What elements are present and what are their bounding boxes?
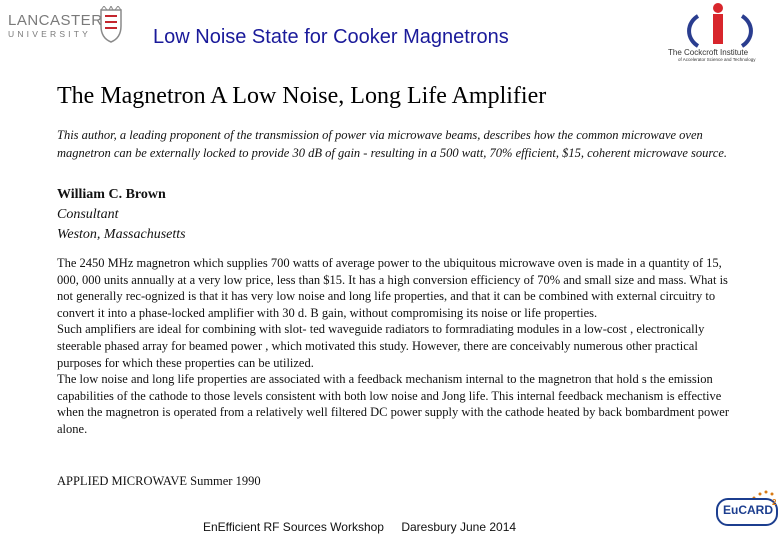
article-abstract: This author, a leading proponent of the transmission of power via microwave beams, describes how the common microwave oven magnetron can be externally locked to provide 30 dB of gain - resulting in a 500 watt, 70% efficient, $15, coherent microwave source. [57, 128, 727, 160]
article-body [57, 255, 732, 438]
eucard-logo-sup: 2 [772, 498, 777, 507]
author-role: Consultant [57, 207, 119, 222]
cockcroft-logo-tagline: of Accelerator Science and Technology [678, 57, 756, 62]
body-paragraph: The 2450 MHz magnetron which supplies 700 watts of average power to the ubiquitous microwave oven is made in a quantity of 15, 000, 000 units annually at a very low price, less than $15. It has a high conversion efficiency of 70% and small size and mass. What is not generally rec-ognized is that it has very low noise and long life properties, and that it can be combined with external circuitry to convert it into a phase-locked amplifier with 30 d. B gain, without compromising its noise or life properties. [57, 256, 728, 320]
lancaster-logo-word: LANCASTER [8, 12, 103, 29]
body-paragraph: Such amplifiers are ideal for combining with slot- ted waveguide radiators to formradiating modules in a low-cost , electronically steerable phased array for beamed power , which motivated this study. However, there are conceivably numerous other practical purposes for which these properties can be utilized. [57, 322, 705, 370]
lancaster-logo-sub: UNIVERSITY [8, 29, 92, 39]
cockcroft-institute-logo [664, 2, 778, 64]
page-title: Low Noise State for Cooker Magnetrons [153, 26, 509, 48]
footer [203, 520, 516, 534]
cockcroft-emblem-icon [664, 2, 778, 48]
lancaster-crest-icon [98, 6, 124, 44]
lancaster-university-logo [6, 4, 124, 44]
article-source: APPLIED MICROWAVE Summer 1990 [57, 474, 261, 488]
footer-place-date: Daresbury June 2014 [401, 520, 517, 534]
cockcroft-logo-name: The Cockcroft Institute [668, 48, 749, 57]
eucard-logo [708, 490, 780, 526]
author-location: Weston, Massachusetts [57, 227, 186, 242]
eucard-logo-text: EuCARD [723, 503, 773, 517]
footer-event: EnEfficient RF Sources Workshop [203, 520, 384, 534]
author-name: William C. Brown [57, 187, 166, 202]
article-heading: The Magnetron A Low Noise, Long Life Amplifier [57, 83, 547, 109]
author-block [57, 185, 457, 245]
body-paragraph: The low noise and long life properties are associated with a feedback mechanism internal to the magnetron that hold s the emission capabilities of the cathode to those levels consistent with both low noise and Jong life. This internal feedback mechanism is effective when the magnetron is operated from a relatively well filtered DC power supply with the cathode heated by back bombardment power alone. [57, 372, 730, 436]
